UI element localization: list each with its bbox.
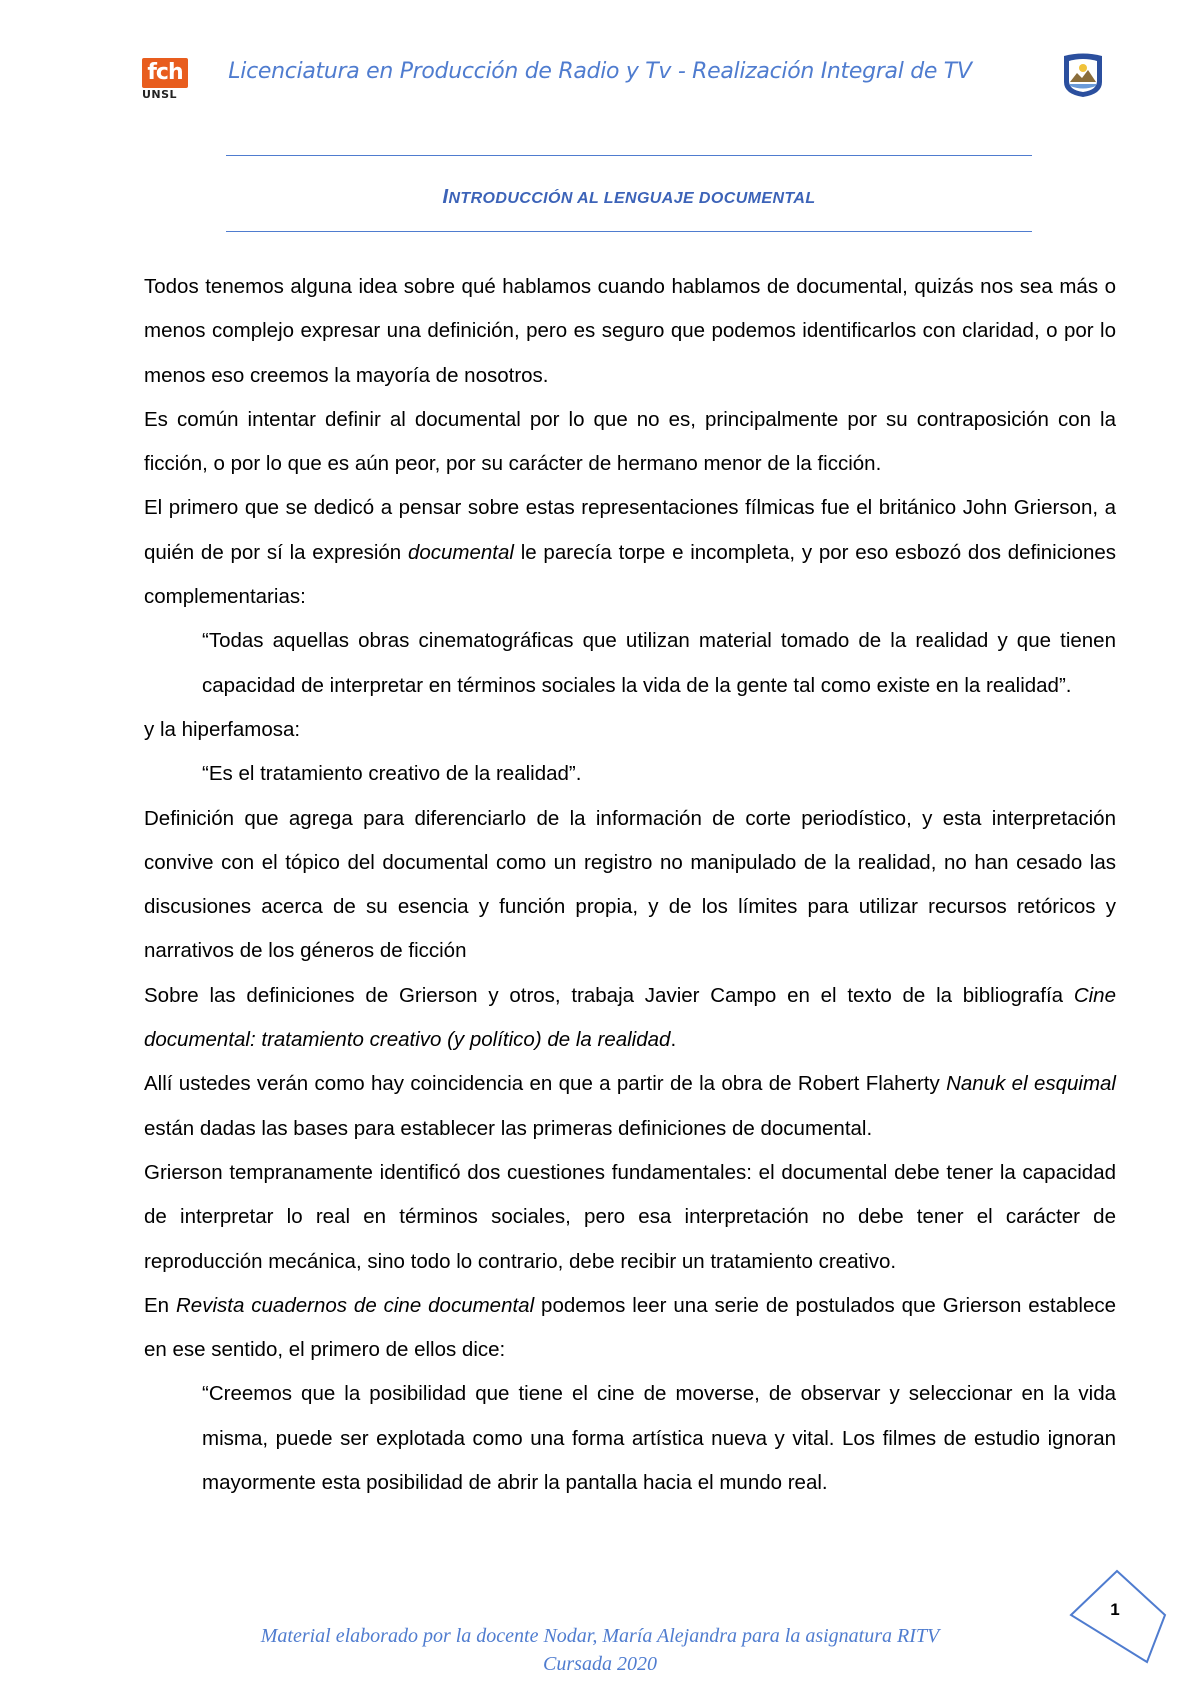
paragraph-7-emphasis: Nanuk el esquimal — [946, 1072, 1116, 1096]
section-title — [226, 186, 1032, 209]
paragraph-9-emphasis: Revista cuadernos de cine documental — [176, 1293, 535, 1317]
paragraph-9-text-a: En — [144, 1293, 176, 1317]
paragraph-1: Todos tenemos alguna idea sobre qué hablamos cuando hablamos de documental, quizás nos sea más o menos complejo expresar una definición, pero es seguro que podemos identificarlos con claridad, o por lo menos eso creemos la mayoría de nosotros. — [144, 275, 1116, 387]
paragraph-9-text-b: podemos leer una serie de postulados que Grierson establece en ese sentido, el primero de ellos dice: — [144, 1293, 1117, 1362]
paragraph-8: Grierson tempranamente identificó dos cuestiones fundamentales: el documental debe tener la capacidad de interpretar lo real en términos sociales, pero esa interpretación no debe tener el carácter de reproducción mecánica, sino todo lo contrario, debe recibir un tratamiento creativo. — [144, 1160, 1116, 1273]
paragraph-2: Es común intentar definir al documental por lo que no es, principalmente por su contraposición con la ficción, o por lo que es aún peor, por su carácter de hermano menor de la ficción. — [144, 407, 1116, 476]
fch-logo-mark: fch — [142, 58, 188, 88]
paragraph-3 — [144, 486, 1116, 619]
paragraph-6-text-a: Sobre las definiciones de Grierson y otros, trabaja Javier Campo en el texto de la bibliografía — [144, 983, 1074, 1007]
paragraph-7 — [144, 1062, 1116, 1151]
paragraph-7-text-b: están dadas las bases para establecer las primeras definiciones de documental. — [144, 1116, 873, 1140]
fch-unsl-logo — [142, 58, 188, 102]
footer — [200, 1622, 1000, 1678]
quote-2: “Es el tratamiento creativo de la realidad”. — [202, 762, 582, 786]
paragraph-5: Definición que agrega para diferenciarlo de la información de corte periodístico, y esta interpretación convive con el tópico del documental como un registro no manipulado de la realidad, no han cesado las discusiones acerca de su esencia y función propia, y de los límites para utilizar recursos retóricos y narrativos de los géneros de ficción — [144, 806, 1116, 963]
paragraph-4: y la hiperfamosa: — [144, 717, 301, 741]
paragraph-3-text-a: El primero que se dedicó a pensar sobre estas representaciones fílmicas fue el británico John Grierson, a quién de por sí la expresión — [144, 496, 1116, 564]
document-body — [144, 265, 1116, 1505]
header-title: Licenciatura en Producción de Radio y Tv - Realización Integral de TV — [228, 59, 972, 84]
section-title-initial: I — [442, 186, 449, 208]
paragraph-6-text-b: . — [670, 1028, 677, 1052]
unsl-logo-text: UNSL — [142, 88, 178, 101]
paragraph-9 — [144, 1284, 1116, 1373]
university-shield-icon — [1062, 52, 1104, 98]
section-title-rest: NTRODUCCIÓN AL LENGUAJE DOCUMENTAL — [448, 190, 816, 207]
paragraph-3-emphasis: documental — [407, 540, 514, 564]
quote-3: “Creemos que la posibilidad que tiene el cine de moverse, de observar y seleccionar en la vida misma, puede ser explotada como una forma artística nueva y vital. Los filmes de estudio ignoran mayormente esta posibilidad de abrir la pantalla hacia el mundo real. — [202, 1382, 1116, 1495]
footer-credit: Material elaborado por la docente Nodar, María Alejandra para la asignatura RITV — [260, 1625, 940, 1647]
paragraph-3-text-b: le parecía torpe e incompleta, y por eso esbozó dos definiciones complementarias: — [144, 540, 1116, 609]
paragraph-6 — [144, 974, 1116, 1063]
title-bottom-rule — [226, 231, 1032, 232]
paragraph-7-text-a: Allí ustedes verán como hay coincidencia en que a partir de la obra de Robert Flaherty — [144, 1072, 947, 1096]
footer-year: Cursada 2020 — [543, 1653, 657, 1675]
page-number: 1 — [1110, 1600, 1120, 1619]
quote-1: “Todas aquellas obras cinematográficas que utilizan material tomado de la realidad y que tienen capacidad de interpretar en términos sociales la vida de la gente tal como existe en la realidad”. — [202, 629, 1116, 697]
title-top-rule — [226, 155, 1032, 156]
paragraph-6-emphasis: Cine documental: tratamiento creativo (y político) de la realidad — [144, 983, 1116, 1052]
